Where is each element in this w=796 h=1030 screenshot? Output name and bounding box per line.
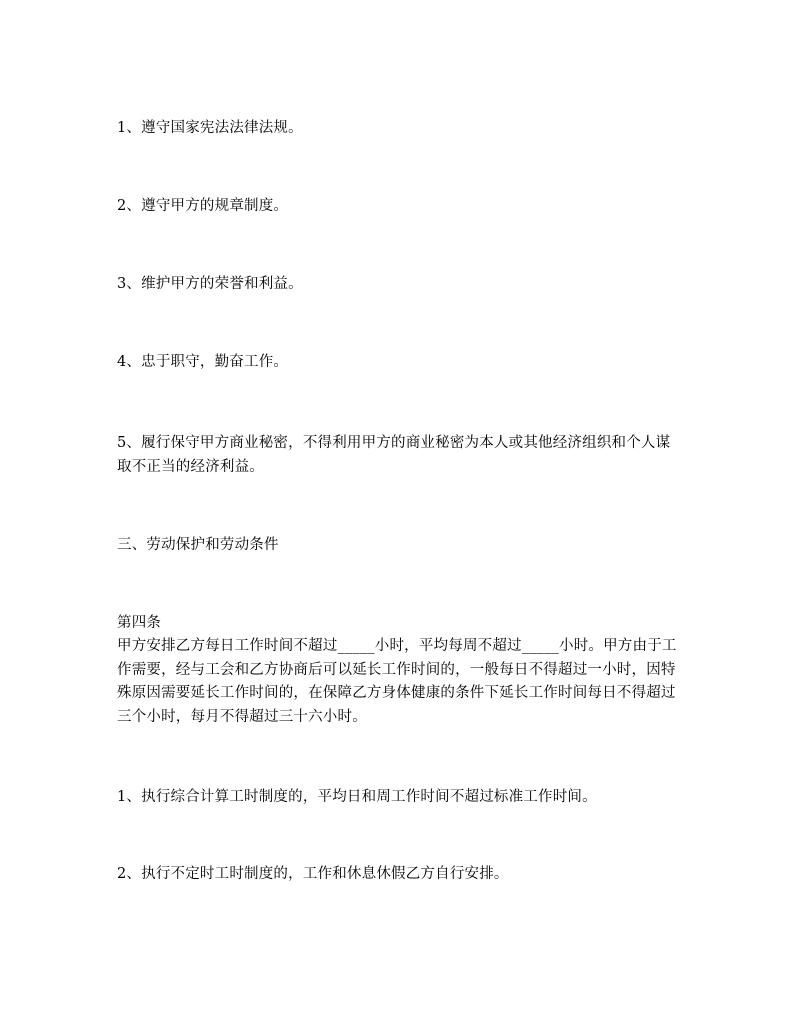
clause-item-4: 4、忠于职守，勤奋工作。: [117, 354, 289, 370]
section-heading: 三、劳动保护和劳动条件: [117, 537, 279, 553]
clause-item-1: 1、遵守国家宪法法律法规。: [117, 120, 303, 136]
article-body: 甲方安排乙方每日工作时间不超过_____小时，平均每周不超过_____小时。甲方由于工作需要，经与工会和乙方协商后可以延长工作时间的，一般每日不得超过一小时，因特殊原因需要延长工作时间的，在保障乙方身体健康的条件下延长工作时间每日不得超过三个小时，每月不得超过三十六小时。: [117, 638, 677, 725]
clause-item-5: 5、履行保守甲方商业秘密，不得利用甲方的商业秘密为本人或其他经济组织和个人谋取不正当的经济利益。: [117, 435, 671, 475]
article-title: 第四条: [117, 615, 162, 631]
clause-item-2: 2、遵守甲方的规章制度。: [117, 198, 289, 214]
clause-item-3: 3、维护甲方的荣誉和利益。: [117, 276, 303, 292]
subitem-1: 1、执行综合计算工时制度的，平均日和周工作时间不超过标准工作时间。: [117, 789, 597, 805]
subitem-2: 2、执行不定时工时制度的，工作和休息休假乙方自行安排。: [117, 866, 509, 882]
